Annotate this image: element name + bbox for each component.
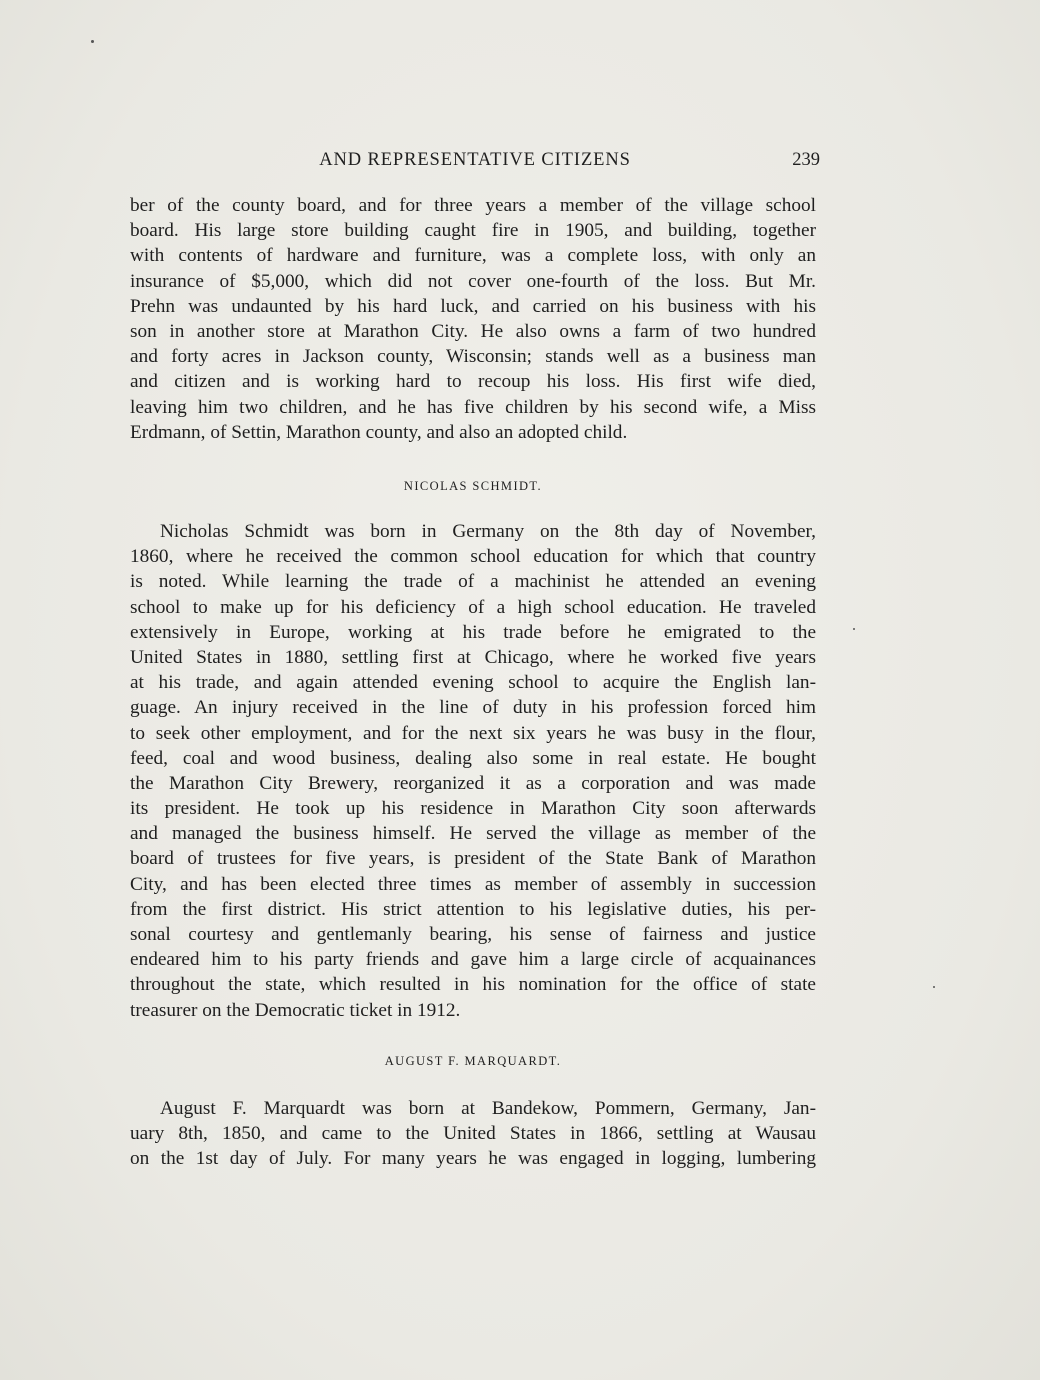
text-line: guage. An injury received in the line of duty in his profession forced him (130, 697, 816, 719)
text-line: board of trustees for five years, is president of the State Bank of Marathon (130, 848, 816, 870)
text-line: endeared him to his party friends and gave him a large circle of acquainances (130, 949, 816, 971)
text-line: and forty acres in Jackson county, Wisconsin; stands well as a business man (130, 346, 816, 368)
running-head (130, 150, 820, 176)
text-line: insurance of $5,000, which did not cover one-fourth of the loss. But Mr. (130, 270, 816, 292)
text-line: school to make up for his deficiency of a high school education. He traveled (130, 596, 816, 618)
text-line: treasurer on the Democratic ticket in 1912. (130, 999, 461, 1021)
text-line: throughout the state, which resulted in his nomination for the office of state (130, 974, 816, 996)
text-line: August F. Marquardt was born at Bandekow, Pommern, Germany, Jan- (160, 1098, 816, 1119)
text-line: Erdmann, of Settin, Marathon county, and also an adopted child. (130, 421, 628, 443)
text-line: with contents of hardware and furniture, was a complete loss, with only an (130, 245, 816, 267)
text-line: Prehn was undaunted by his hard luck, and carried on his business with his (130, 295, 816, 317)
continued-paragraph (130, 193, 816, 445)
text-line: and managed the business himself. He served the village as member of the (130, 823, 816, 845)
section-heading-august-marquardt: AUGUST F. MARQUARDT. (384, 1054, 562, 1068)
text-line: is noted. While learning the trade of a machinist he attended an evening (130, 571, 816, 593)
text-line: at his trade, and again attended evening school to acquire the English lan- (130, 672, 816, 694)
text-line: Nicholas Schmidt was born in Germany on the 8th day of November, (160, 521, 816, 542)
section-heading-nicolas-schmidt: NICOLAS SCHMIDT. (403, 479, 543, 493)
text-line: and citizen and is working hard to recoup his loss. His first wife died, (130, 371, 816, 393)
page-number: 239 (792, 150, 820, 170)
text-line: son in another store at Marathon City. He also owns a farm of two hundred (130, 320, 816, 342)
text-line: ber of the county board, and for three years a member of the village school (130, 195, 816, 216)
text-line: City, and has been elected three times as member of assembly in succession (130, 873, 816, 895)
text-line: sonal courtesy and gentlemanly bearing, his sense of fairness and justice (130, 924, 816, 945)
paper-speck (853, 628, 855, 630)
text-line: on the 1st day of July. For many years he was engaged in logging, lumbering (130, 1148, 816, 1170)
text-line: United States in 1880, settling first at Chicago, where he worked five years (130, 646, 816, 668)
text-line: extensively in Europe, working at his trade before he emigrated to the (130, 621, 816, 643)
paper-speck (933, 986, 935, 988)
paper-speck (91, 40, 94, 43)
text-line: 1860, where he received the common school education for which that country (130, 546, 816, 568)
text-line: to seek other employment, and for the next six years he was busy in the flour, (130, 722, 816, 744)
text-line: feed, coal and wood business, dealing also some in real estate. He bought (130, 747, 816, 769)
paragraph-nicolas-schmidt (130, 519, 816, 1023)
text-line: its president. He took up his residence in Marathon City soon afterwards (130, 798, 816, 820)
text-line: board. His large store building caught fire in 1905, and building, together (130, 220, 816, 242)
text-line: the Marathon City Brewery, reorganized it as a corporation and was made (130, 772, 816, 794)
running-head-title: AND REPRESENTATIVE CITIZENS (319, 150, 631, 170)
paragraph-august-marquardt (130, 1096, 816, 1172)
text-line: uary 8th, 1850, and came to the United States in 1866, settling at Wausau (130, 1123, 816, 1145)
text-line: from the first district. His strict attention to his legislative duties, his per- (130, 898, 816, 920)
text-line: leaving him two children, and he has five children by his second wife, a Miss (130, 396, 816, 418)
